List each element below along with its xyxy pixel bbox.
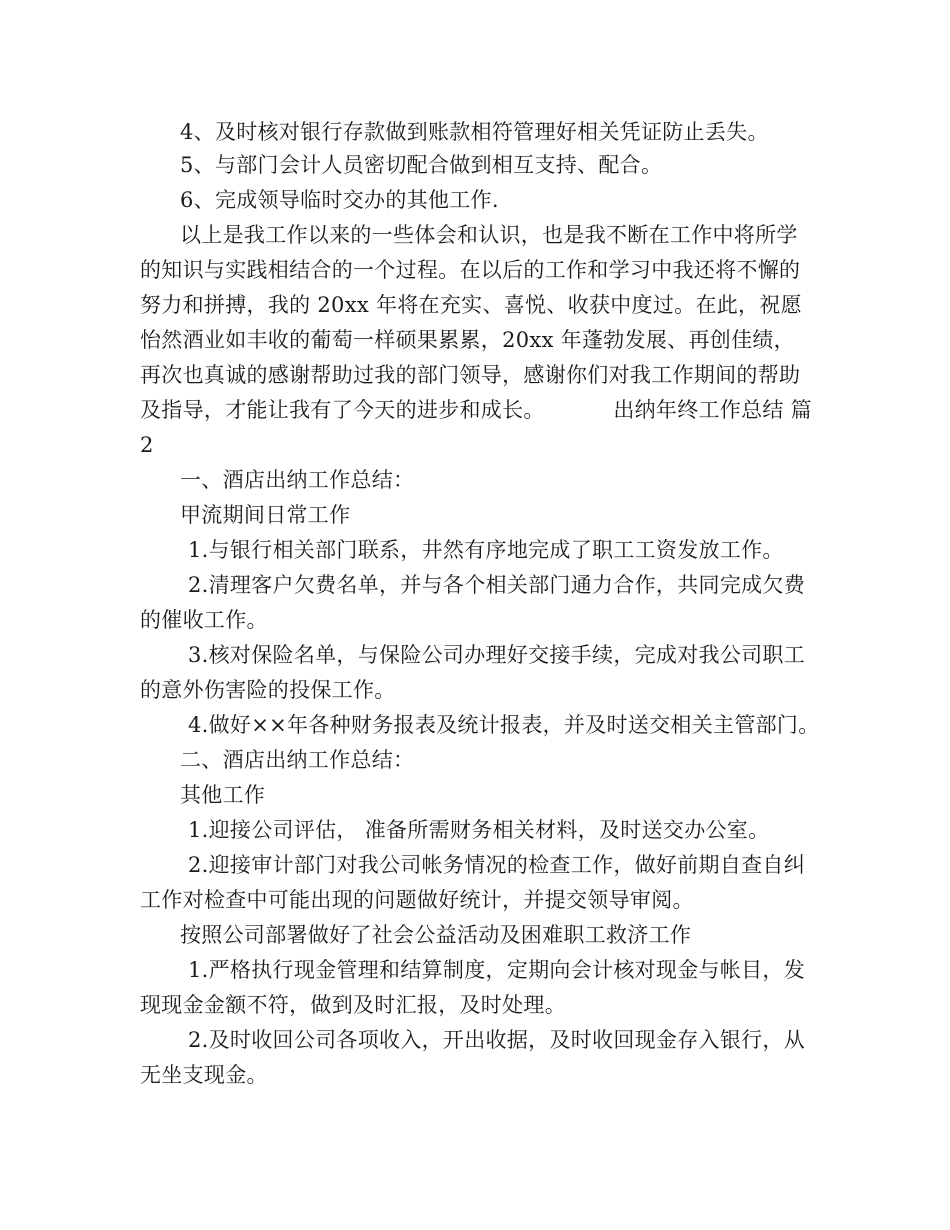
- paragraph-line: 4、及时核对银行存款做到账款相符管理好相关凭证防止丢失。: [180, 120, 769, 144]
- list-item: 2.及时收回公司各项收入，开出收据，及时收回现金存入银行，从: [188, 1028, 806, 1052]
- subsection-heading: 其他工作: [180, 783, 266, 807]
- list-item: 1.迎接公司评估， 准备所需财务相关材料，及时送交办公室。: [188, 818, 770, 842]
- paragraph-line: [140, 393, 812, 427]
- list-item-continued: 的催收工作。: [140, 608, 268, 632]
- subsection-heading: 甲流期间日常工作: [180, 503, 351, 527]
- paragraph-line: 5、与部门会计人员密切配合做到相互支持、配合。: [180, 153, 663, 177]
- paragraph-text: 及指导，才能让我有了今天的进步和成长。: [140, 398, 545, 422]
- list-item: 2.迎接审计部门对我公司帐务情况的检查工作，做好前期自查自纠: [188, 853, 806, 877]
- list-item: 1.与银行相关部门联系，井然有序地完成了职工工资发放工作。: [188, 538, 784, 562]
- list-item-continued: 的意外伤害险的投保工作。: [140, 678, 396, 702]
- subsection-heading: 按照公司部署做好了社会公益活动及困难职工救济工作: [180, 923, 692, 947]
- paragraph-line: 以上是我工作以来的一些体会和认识，也是我不断在工作中将所学: [180, 223, 798, 247]
- paragraph-line: 再次也真诚的感谢帮助过我的部门领导，感谢你们对我工作期间的帮助: [140, 363, 801, 387]
- section-number: 2: [140, 433, 154, 457]
- paragraph-line: 的知识与实践相结合的一个过程。在以后的工作和学习中我还将不懈的: [140, 258, 801, 282]
- section-heading: 二、酒店出纳工作总结：: [180, 748, 415, 772]
- paragraph-line: 努力和拼搏，我的 20xx 年将在充实、喜悦、收获中度过。在此，祝愿: [140, 293, 802, 317]
- list-item-continued: 工作对检查中可能出现的问题做好统计，并提交领导审阅。: [140, 888, 694, 912]
- section-heading: 一、酒店出纳工作总结：: [180, 468, 415, 492]
- section-title: 出纳年终工作总结 篇: [613, 398, 812, 422]
- list-item-continued: 现现金金额不符，做到及时汇报，及时处理。: [140, 993, 566, 1017]
- paragraph-line: 6、完成领导临时交办的其他工作.: [180, 188, 499, 212]
- list-item: 1.严格执行现金管理和结算制度，定期向会计核对现金与帐目，发: [188, 958, 806, 982]
- paragraph-line: 怡然酒业如丰收的葡萄一样硕果累累，20xx 年蓬勃发展、再创佳绩，: [140, 328, 795, 352]
- list-item: 2.清理客户欠费名单，并与各个相关部门通力合作，共同完成欠费: [188, 573, 806, 597]
- list-item: 4.做好××年各种财务报表及统计报表，并及时送交相关主管部门。: [188, 713, 820, 737]
- list-item: 3.核对保险名单，与保险公司办理好交接手续，完成对我公司职工: [188, 643, 806, 667]
- list-item-continued: 无坐支现金。: [140, 1063, 268, 1087]
